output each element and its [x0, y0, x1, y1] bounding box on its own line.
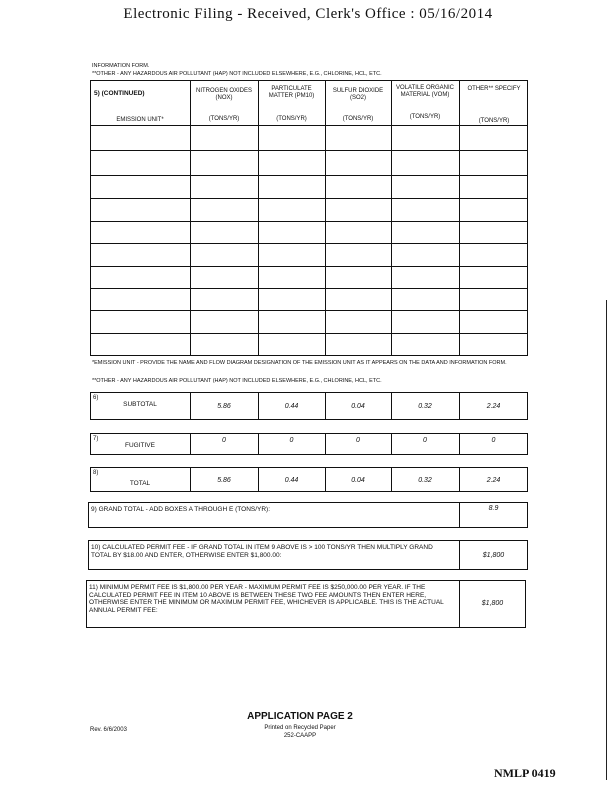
scan-edge-line: [606, 300, 607, 780]
col-pm-name: PARTICULATE MATTER (PM10): [268, 86, 315, 99]
total-pm: 0.44: [284, 477, 299, 484]
fugitive-num: 7): [93, 436, 99, 442]
fugitive-label: FUGITIVE: [125, 442, 155, 449]
subtotal-vom: 0.32: [418, 403, 432, 410]
subtotal-num: 6): [93, 395, 99, 401]
col-pm-unit: (TONS/YR): [276, 116, 307, 122]
total-row: [90, 467, 528, 492]
info-form-note: INFORMATION FORM.: [92, 63, 150, 69]
section-5-label: 5) (CONTINUED): [94, 90, 145, 97]
form-number: 252-CAAPP: [283, 733, 317, 739]
total-nox: 5.86: [217, 477, 231, 484]
fugitive-other: 0: [491, 437, 496, 444]
fugitive-pm: 0: [289, 437, 294, 444]
min-fee-value: $1,800: [481, 600, 504, 607]
total-num: 8): [93, 470, 99, 476]
emission-unit-header: EMISSION UNIT*: [116, 117, 164, 123]
grand-total-row: [88, 502, 528, 528]
min-fee-label: 11) MINIMUM PERMIT FEE IS $1,800.00 PER YEAR - MAXIMUM PERMIT FEE IS $250,000.00 PER YEAR. IF THE CALCULATED PERMIT FEE IN ITEM 10 ABOVE IS BETWEEN THESE TWO FEE AMOUNTS THEN ENTER HERE, OTHERWISE ENTER THE MINIMUM OR MAXIMUM PERMIT FEE, WHICHEVER IS APPLICABLE. THIS IS THE ACTUAL ANNUAL PERMIT FEE:: [89, 584, 444, 614]
min-fee-row: [86, 580, 526, 628]
permit-fee-row: [88, 540, 528, 570]
subtotal-so2: 0.04: [351, 403, 365, 410]
total-other: 2.24: [486, 477, 501, 484]
col-vom-unit: (TONS/YR): [409, 114, 441, 120]
grand-total-value: 8.9: [488, 505, 499, 512]
application-page-title: APPLICATION PAGE 2: [247, 711, 353, 722]
subtotal-pm: 0.44: [284, 403, 299, 410]
col-vom-name: VOLATILE ORGANIC MATERIAL (VOM): [396, 85, 454, 98]
subtotal-row: [90, 392, 528, 420]
permit-fee-label: 10) CALCULATED PERMIT FEE - IF GRAND TOTAL IN ITEM 9 ABOVE IS > 100 TONS/YR THEN MULTIPLY GRAND TOTAL BY $18.00 AND ENTER, OTHERWISE ENTER $1,800.00:: [91, 544, 433, 559]
subtotal-nox: 5.86: [217, 403, 231, 410]
emission-unit-note: *EMISSION UNIT - PROVIDE THE NAME AND FLOW DIAGRAM DESIGNATION OF THE EMISSION UNIT AS IT APPEARS ON THE DATA AND INFORMATION FORM.: [92, 360, 507, 366]
col-other-name: OTHER** SPECIFY: [467, 86, 521, 92]
emissions-table: [90, 80, 528, 356]
subtotal-other: 2.24: [486, 403, 501, 410]
grand-total-label: 9) GRAND TOTAL - ADD BOXES A THROUGH E (TONS/YR):: [91, 506, 271, 513]
col-so2-unit: (TONS/YR): [342, 116, 374, 122]
col-other-unit: (TONS/YR): [478, 118, 510, 124]
col-nox-unit: (TONS/YR): [208, 116, 240, 122]
total-so2: 0.04: [351, 477, 365, 484]
document-id: NMLP 0419: [494, 766, 556, 780]
recycled-paper-note: Printed on Recycled Paper: [264, 725, 336, 731]
total-label: TOTAL: [129, 480, 151, 487]
fugitive-vom: 0: [423, 437, 427, 444]
other-note-top: **OTHER - ANY HAZARDOUS AIR POLLUTANT (HAP) NOT INCLUDED ELSEWHERE, E.G., CHLORINE, HCL, ETC.: [92, 71, 382, 77]
col-nox-name: NITROGEN OXIDES (NOX): [195, 88, 252, 101]
col-so2-name: SULFUR DIOXIDE (SO2): [332, 88, 384, 101]
fugitive-row: [90, 433, 528, 455]
other-note: **OTHER - ANY HAZARDOUS AIR POLLUTANT (HAP) NOT INCLUDED ELSEWHERE, E.G., CHLORINE, HCL, ETC.: [92, 378, 382, 384]
permit-fee-value: $1,800: [482, 552, 505, 559]
fugitive-so2: 0: [356, 437, 360, 444]
filing-stamp: Electronic Filing - Received, Clerk's Office : 05/16/2014: [123, 6, 493, 22]
subtotal-label: SUBTOTAL: [123, 401, 157, 408]
total-vom: 0.32: [418, 477, 432, 484]
fugitive-nox: 0: [222, 437, 226, 444]
revision-date: Rev. 6/6/2003: [90, 727, 127, 733]
